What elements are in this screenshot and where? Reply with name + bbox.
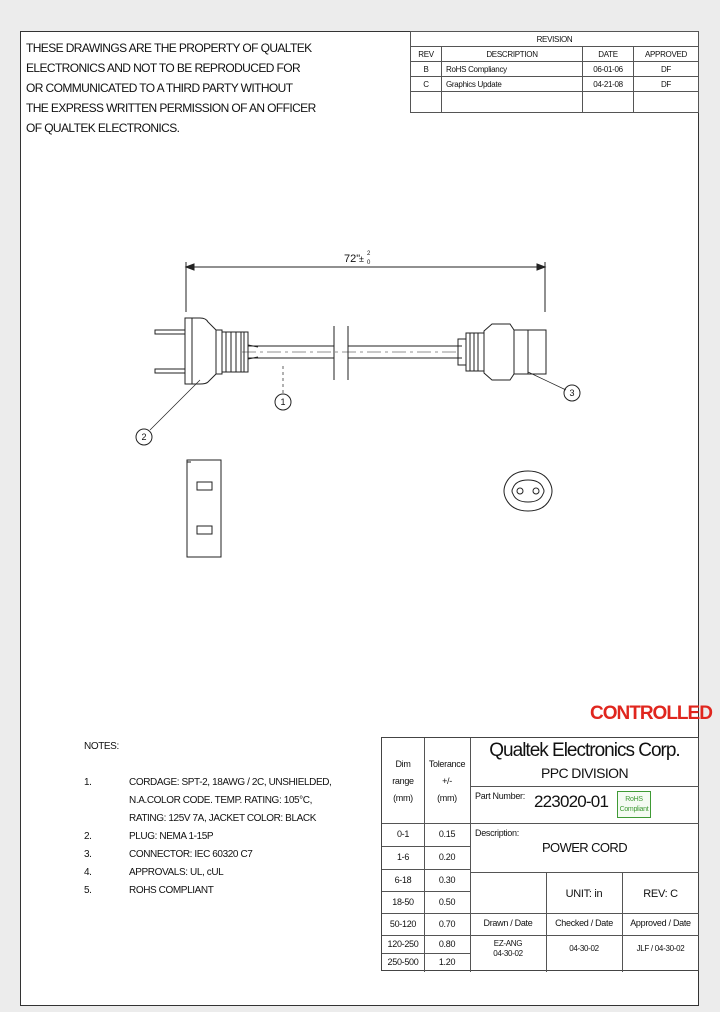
- rohs-compliant-badge: [617, 791, 651, 818]
- note-item: [84, 846, 331, 864]
- connector-body: [458, 324, 546, 380]
- rohs-badge-line: RoHS: [625, 796, 643, 803]
- balloon-1-label: 1: [280, 397, 286, 407]
- dim-header-line: Dim: [395, 759, 411, 769]
- drawn-label: Drawn / Date: [483, 918, 533, 928]
- tol-header-line: (mm): [437, 793, 457, 803]
- tolerance-header: [424, 756, 470, 807]
- note-item: [84, 828, 331, 846]
- rev-header: REV: [411, 47, 442, 62]
- cord: [242, 326, 462, 380]
- rev-cell: C: [411, 77, 442, 92]
- date-cell: 06-01-06: [583, 62, 634, 77]
- tolerance-cell: 0.70: [438, 919, 456, 929]
- plug-body: [185, 318, 258, 384]
- plus-minus-sign: ±: [359, 254, 364, 264]
- controlled-stamp: CONTROLLED: [590, 703, 712, 724]
- note-number: 2.: [84, 831, 92, 842]
- unit-field: UNIT: in: [565, 888, 603, 900]
- approved-by: JLF / 04-30-02: [636, 944, 685, 953]
- tol-header-line: Tolerance: [428, 759, 466, 769]
- part-number-value: 223020-01: [534, 792, 609, 811]
- tolerance-cell: 1.20: [438, 957, 456, 967]
- note-item: [84, 774, 331, 828]
- plug-blades: [155, 318, 185, 384]
- range-cell: 250-500: [387, 957, 419, 967]
- approved-label: Approved / Date: [630, 918, 691, 928]
- notes-title: NOTES:: [84, 741, 119, 752]
- note-text: APPROVALS: UL, cUL: [129, 867, 224, 878]
- notes-section: [84, 738, 331, 900]
- revision-title: REVISION: [411, 32, 699, 47]
- range-cell: 0-1: [396, 829, 410, 839]
- company-name: Qualtek Electronics Corp.: [489, 740, 680, 761]
- part-number-label: Part Number:: [475, 791, 525, 801]
- tolerance-cell: 0.80: [438, 939, 456, 949]
- notice-line: THE EXPRESS WRITTEN PERMISSION OF AN OFFICER: [26, 101, 316, 115]
- connector-face-view: [504, 471, 552, 511]
- tol-header-line: +/-: [442, 776, 452, 786]
- note-item: [84, 882, 331, 900]
- note-text: CONNECTOR: IEC 60320 C7: [129, 849, 253, 860]
- range-cell: 50-120: [389, 919, 417, 929]
- dim-header-line: range: [392, 776, 414, 786]
- rev-cell: B: [411, 62, 442, 77]
- note-number: 1.: [84, 777, 92, 788]
- tolerance-minus: 0: [367, 260, 371, 266]
- note-text: N.A.COLOR CODE. TEMP. RATING: 105°C,: [129, 795, 312, 806]
- balloon-2-label: 2: [141, 432, 147, 442]
- plug-face-view: [187, 460, 221, 557]
- approved-cell: DF: [634, 77, 699, 92]
- range-cell: 120-250: [387, 939, 419, 949]
- description-cell: Graphics Update: [442, 77, 583, 92]
- description-label: Description:: [475, 828, 519, 838]
- notice-line: THESE DRAWINGS ARE THE PROPERTY OF QUALTEK: [26, 41, 312, 55]
- note-number: 5.: [84, 885, 92, 896]
- approved-cell: DF: [634, 62, 699, 77]
- description-value: POWER CORD: [541, 840, 627, 855]
- notice-line: ELECTRONICS AND NOT TO BE REPRODUCED FOR: [26, 61, 301, 75]
- dim-header-line: (mm): [393, 793, 413, 803]
- note-item: [84, 864, 331, 882]
- approved-header: APPROVED: [634, 47, 699, 62]
- title-block: [381, 737, 699, 971]
- note-number: 3.: [84, 849, 92, 860]
- rohs-badge-line: Compliant: [619, 806, 649, 813]
- division-name: PPC DIVISION: [541, 765, 628, 781]
- checked-label: Checked / Date: [555, 918, 613, 928]
- drawn-date: 04-30-02: [493, 949, 523, 958]
- range-cell: 18-50: [392, 897, 414, 907]
- note-text: ROHS COMPLIANT: [129, 885, 214, 896]
- drawn-by: [470, 939, 546, 959]
- note-text: CORDAGE: SPT-2, 18AWG / 2C, UNSHIELDED,: [129, 777, 332, 788]
- note-text: PLUG: NEMA 1-15P: [129, 831, 214, 842]
- note-number: 4.: [84, 867, 92, 878]
- tolerance-cell: 0.20: [438, 852, 456, 862]
- description-cell: RoHS Compliancy: [442, 62, 583, 77]
- notice-line: OR COMMUNICATED TO A THIRD PARTY WITHOUT: [26, 81, 293, 95]
- tolerance-cell: 0.15: [438, 829, 456, 839]
- length-value: 72": [344, 253, 361, 265]
- description-header: DESCRIPTION: [442, 47, 583, 62]
- balloon-3-label: 3: [569, 388, 575, 398]
- notice-line: OF QUALTEK ELECTRONICS.: [26, 121, 180, 135]
- range-cell: 1-6: [396, 852, 410, 862]
- tolerance-cell: 0.30: [438, 875, 456, 885]
- range-cell: 6-18: [394, 875, 412, 885]
- checked-by: 04-30-02: [569, 944, 599, 953]
- date-cell: 04-21-08: [583, 77, 634, 92]
- note-text: RATING: 125V 7A, JACKET COLOR: BLACK: [129, 813, 316, 824]
- rev-field: REV: C: [643, 888, 678, 900]
- date-header: DATE: [583, 47, 634, 62]
- tolerance-plus: 2: [367, 251, 371, 257]
- dim-range-header: [382, 756, 424, 807]
- drawn-by-name: EZ-ANG: [493, 939, 523, 948]
- tolerance-cell: 0.50: [438, 897, 456, 907]
